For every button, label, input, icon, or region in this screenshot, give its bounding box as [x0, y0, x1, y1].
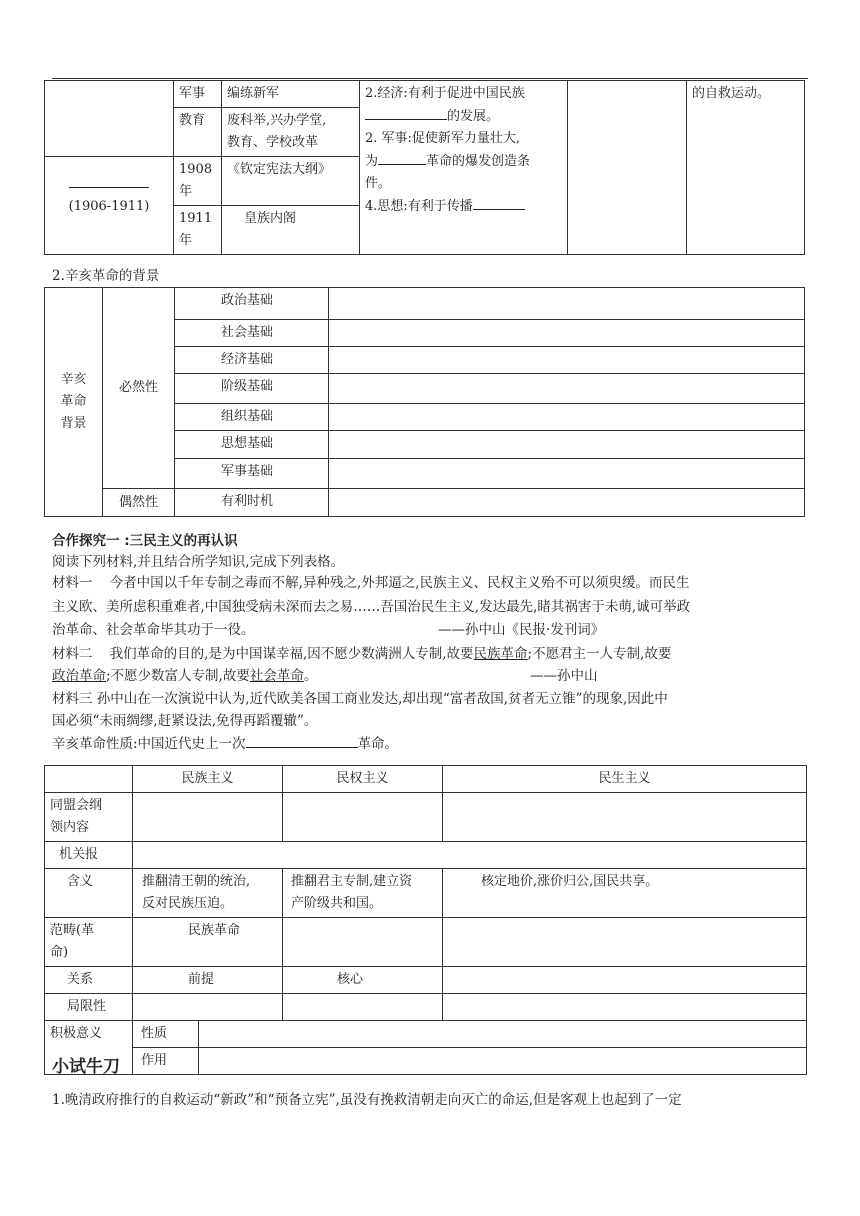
- sub-effect: 作用: [133, 1048, 199, 1075]
- bg-item-ideology: 思想基础: [175, 431, 329, 459]
- impact-economy-line1: 2.经济:有利于促进中国民族: [365, 86, 525, 101]
- row-organ: 机关报: [45, 842, 133, 869]
- reform-empty-cell: [568, 81, 687, 255]
- principles-corner: [45, 766, 133, 793]
- blank-fill[interactable]: [69, 173, 149, 188]
- contingency-label: 偶然性: [103, 489, 175, 517]
- row-program: 同盟会纲 领内容: [45, 793, 133, 842]
- reform-impact-cell: [360, 81, 568, 255]
- answer-cell[interactable]: [443, 793, 807, 842]
- answer-cell[interactable]: [133, 842, 807, 869]
- answer-cell[interactable]: [199, 1048, 807, 1075]
- header-democracy: 民权主义: [283, 766, 443, 793]
- impact-economy-line2: 的发展。: [365, 105, 562, 128]
- bg-answer[interactable]: [329, 374, 805, 404]
- reform-military-content: 编练新军: [222, 81, 360, 108]
- reform-year-1911: 1911 年: [174, 206, 222, 255]
- reform-category-military: 军事: [174, 81, 222, 108]
- row-relation: 关系: [45, 967, 133, 994]
- bg-item-society: 社会基础: [175, 320, 329, 347]
- blank-fill[interactable]: [473, 195, 525, 210]
- header-nationalism: 民族主义: [133, 766, 283, 793]
- necessity-label: 必然性: [103, 288, 175, 489]
- material1-line3: 治革命、社会革命毕其功于一役。: [52, 622, 255, 638]
- material2-line2: 政治革命;不愿少数富人专制,故要社会革命。: [52, 668, 318, 684]
- blank-fill[interactable]: [246, 733, 358, 748]
- bg-item-military: 军事基础: [175, 459, 329, 489]
- quiz-title: 小试牛刀: [52, 1057, 120, 1077]
- impact-thought-line: 4.思想:有利于传播: [365, 195, 562, 218]
- bg-item-opportunity: 有利时机: [175, 489, 329, 517]
- principles-table: [44, 765, 807, 1075]
- answer-cell[interactable]: [283, 918, 443, 967]
- blank-fill[interactable]: [378, 150, 426, 165]
- bg-item-politics: 政治基础: [175, 288, 329, 320]
- answer-cell[interactable]: [283, 994, 443, 1021]
- meaning-democracy: 推翻君主专制,建立资 产阶级共和国。: [283, 869, 443, 918]
- reform-category-education: 教育: [174, 108, 222, 157]
- background-table: [44, 287, 805, 517]
- bg-item-economy: 经济基础: [175, 347, 329, 374]
- material3-line1: 材料三 孙中山在一次演说中认为,近代欧美各国工商业发达,却出现“富者敌国,贫者无立锥”的现象,因此中: [52, 691, 668, 707]
- material3-line2: 国必须“未雨绸缪,赶紧设法,免得再蹈覆辙”。: [52, 713, 318, 729]
- reform-period-cell: [45, 157, 174, 255]
- row-limitation: 局限性: [45, 994, 133, 1021]
- scope-nationalism: 民族革命: [133, 918, 283, 967]
- impact-military-line2: 为 革命的爆发创造条: [365, 150, 562, 173]
- blank-fill[interactable]: [365, 105, 447, 120]
- section2-heading: 2.辛亥革命的背景: [52, 268, 160, 284]
- impact-military-line1: 2. 军事:促使新军力量壮大,: [365, 131, 521, 146]
- material2-source: ——孙中山: [530, 668, 598, 684]
- answer-cell[interactable]: [443, 918, 807, 967]
- bg-answer[interactable]: [329, 288, 805, 320]
- answer-cell[interactable]: [199, 1021, 807, 1048]
- reform-table: [44, 80, 805, 255]
- material1-line2: 主义欧、美所虑积重难者,中国独受病未深而去之易……吾国治民生主义,发达最先,睹其祸害于未萌,诚可举政: [52, 599, 691, 615]
- reform-education-content: 废科举,兴办学堂, 教育、学校改革: [222, 108, 360, 157]
- reform-1908-content: 《钦定宪法大纲》: [222, 157, 360, 206]
- explore-instruction: 阅读下列材料,并且结合所学知识,完成下列表格。: [52, 554, 345, 570]
- bg-item-class: 阶级基础: [175, 374, 329, 404]
- row-meaning: 含义: [45, 869, 133, 918]
- bg-answer[interactable]: [329, 320, 805, 347]
- bg-answer[interactable]: [329, 459, 805, 489]
- row-positive: 积极意义: [45, 1021, 133, 1075]
- bg-answer[interactable]: [329, 404, 805, 431]
- row-scope: 范畴(革 命): [45, 918, 133, 967]
- reform-cell-empty: [45, 81, 174, 157]
- quiz-question-1: 1.晚清政府推行的自救运动“新政”和“预备立宪”,虽没有挽救清朝走向灭亡的命运,但是客观上也起到了一定: [52, 1092, 682, 1108]
- bg-item-organization: 组织基础: [175, 404, 329, 431]
- relation-democracy: 核心: [283, 967, 443, 994]
- answer-cell[interactable]: [443, 994, 807, 1021]
- bg-answer[interactable]: [329, 431, 805, 459]
- reform-conclusion: 的自救运动。: [687, 81, 805, 255]
- header-livelihood: 民生主义: [443, 766, 807, 793]
- meaning-livelihood: 核定地价,涨价归公,国民共享。: [443, 869, 807, 918]
- revolution-nature: 辛亥革命性质:中国近代史上一次 革命。: [52, 733, 398, 755]
- answer-cell[interactable]: [133, 994, 283, 1021]
- meaning-nationalism: 推翻清王朝的统治, 反对民族压迫。: [133, 869, 283, 918]
- reform-year-1908: 1908 年: [174, 157, 222, 206]
- answer-cell[interactable]: [283, 793, 443, 842]
- material1-line1: 材料一 今者中国以千年专制之毒而不解,异种残之,外邦逼之,民族主义、民权主义殆不可以须臾缓。而民生: [52, 575, 690, 591]
- top-rule: [52, 78, 808, 79]
- bg-answer[interactable]: [329, 489, 805, 517]
- impact-military-line3: 件。: [365, 176, 392, 191]
- background-rowhead: 辛亥 革命 背景: [45, 288, 103, 517]
- answer-cell[interactable]: [133, 793, 283, 842]
- explore-title: 合作探究一 :三民主义的再认识: [52, 533, 238, 549]
- reform-1911-content: 皇族内阁: [222, 206, 360, 255]
- bg-answer[interactable]: [329, 347, 805, 374]
- sub-nature: 性质: [133, 1021, 199, 1048]
- relation-nationalism: 前提: [133, 967, 283, 994]
- answer-cell[interactable]: [443, 967, 807, 994]
- material2-line1: 材料二 我们革命的目的,是为中国谋幸福,因不愿少数满洲人专制,故要民族革命;不愿君主一人专制,故要: [52, 646, 672, 662]
- material1-source: ——孙中山《民报·发刊词》: [438, 622, 605, 638]
- reform-period: (1906-1911): [68, 199, 150, 214]
